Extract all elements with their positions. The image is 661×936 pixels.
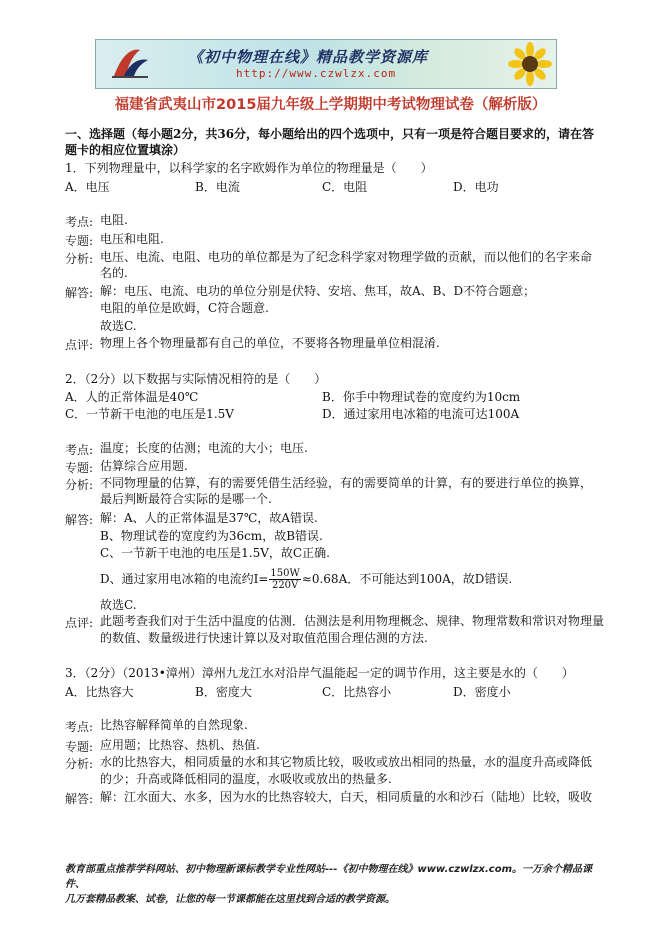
q2-stem: 2．（2分）以下数据与实际情况相符的是（ ）	[65, 372, 327, 386]
fraction-denominator: 220V	[271, 580, 299, 591]
q2-dianping-line2: 的数值、数量级进行快速计算以及对取值范围合理估测的方法.	[100, 631, 428, 645]
q2-jieda-line3: C、一节新干电池的电压是1.5V，故C正确.	[100, 546, 330, 560]
banner-url[interactable]: http://www.czwlzx.com	[236, 67, 397, 80]
q3-jieda-line1: 解：江水面大、水多，因为水的比热容较大，白天，相同质量的水和沙石（陆地）比较，吸收	[100, 790, 593, 804]
q2-dianping-label: 点评:	[65, 616, 94, 630]
q2-kaodian: 温度；长度的估测；电流的大小；电压.	[100, 441, 308, 455]
q3-option-d: D．密度小	[453, 685, 511, 699]
q2-option-c: C．一节新干电池的电压是1.5V	[65, 407, 234, 421]
q3-stem: 3．（2分）（2013•漳州）漳州九龙江水对沿岸气温能起一定的调节作用，这主要是水的（ ）	[65, 666, 574, 680]
q3-zhuanti: 应用题；比热容、热机、热值.	[100, 738, 260, 752]
q1-fenxi-line1: 电压、电流、电阻、电功的单位都是为了纪念科学家对物理学做的贡献，而以他们的名字来命	[100, 250, 593, 264]
q2-dianping-line1: 此题考查我们对于生活中温度的估测．估测法是利用物理概念、规律、物理常数和常识对物理量	[100, 614, 605, 628]
q2-option-a: A．人的正常体温是40℃	[65, 390, 199, 404]
q2-jieda-line4-pre: D、通过家用电冰箱的电流约I=	[100, 572, 269, 586]
q1-option-c: C．电阻	[322, 180, 368, 194]
q3-fenxi-label: 分析:	[65, 757, 94, 771]
q1-fenxi-line2: 名的.	[100, 266, 128, 280]
q3-option-b: B．密度大	[195, 685, 252, 699]
q2-option-d: D．通过家用电冰箱的电流可达100A	[322, 407, 520, 421]
q1-jieda-line3: 故选C.	[100, 319, 137, 333]
fraction-numerator: 150W	[270, 568, 300, 579]
q2-option-b: B．你手中物理试卷的宽度约为10cm	[322, 390, 521, 404]
q1-option-a: A．电压	[65, 180, 110, 194]
sunflower-icon	[508, 42, 552, 86]
q3-option-c: C．比热容小	[322, 685, 392, 699]
q2-jieda-line5: 故选C.	[100, 598, 137, 612]
q1-fenxi-label: 分析:	[65, 252, 94, 266]
q2-jieda-label: 解答:	[65, 513, 94, 527]
q3-jieda-label: 解答:	[65, 792, 94, 806]
q1-option-b: B．电流	[195, 180, 240, 194]
q1-jieda-line1: 解：电压、电流、电功的单位分别是伏特、安培、焦耳，故A、B、D不符合题意；	[100, 284, 536, 298]
q3-kaodian-label: 考点:	[65, 720, 94, 734]
q2-jieda-line2: B、物理试卷的宽度约为36cm，故B错误.	[100, 529, 323, 543]
q2-jieda-line1: 解：A、人的正常体温是37℃，故A错误.	[100, 511, 318, 525]
q1-jieda-line2: 电阻的单位是欧姆，C符合题意.	[100, 301, 269, 315]
q2-zhuanti-label: 专题:	[65, 461, 94, 475]
q2-fenxi-label: 分析:	[65, 478, 94, 492]
q1-jieda-label: 解答:	[65, 286, 94, 300]
q2-jieda-line4-post: ≈0.68A．不可能达到100A，故D错误.	[301, 572, 513, 586]
q3-kaodian: 比热容解释简单的自然现象.	[100, 718, 248, 732]
q2-jieda-line4	[100, 567, 512, 591]
q1-option-d: D．电功	[453, 180, 499, 194]
site-logo-icon	[110, 46, 150, 80]
q2-fenxi-line2: 最后判断最符合实际的是哪一个.	[100, 492, 272, 506]
section-instruction-line1: 一、选择题（每小题2分，共36分，每小题给出的四个选项中，只有一项是符合题目要求的，请在答	[65, 127, 595, 141]
q3-fenxi-line2: 的少；升高或降低相同的温度，水吸收或放出的热量多.	[100, 772, 392, 786]
q1-dianping-label: 点评:	[65, 338, 94, 352]
fraction	[269, 568, 300, 591]
section-instruction-line2: 题卡的相应位置填涂）	[65, 143, 186, 157]
q3-zhuanti-label: 专题:	[65, 740, 94, 754]
q1-zhuanti: 电压和电阻.	[100, 232, 164, 246]
q1-stem: 1．下列物理量中，以科学家的名字欧姆作为单位的物理量是（ ）	[65, 161, 433, 175]
q3-option-a: A．比热容大	[65, 685, 134, 699]
footer-line2: 几万套精品教案、试卷，让您的每一节课都能在这里找到合适的教学资源。	[65, 894, 395, 905]
q3-fenxi-line1: 水的比热容大，相同质量的水和其它物质比较，吸收或放出相同的热量，水的温度升高或降低	[100, 755, 593, 769]
q1-dianping: 物理上各个物理量都有自己的单位，不要将各物理量单位相混淆.	[100, 336, 440, 350]
page-footer	[65, 862, 605, 907]
footer-line1: 教育部重点推荐学科网站、初中物理新课标教学专业性网站---《初中物理在线》www.czwlzx.com。一万余个精品课件、	[65, 864, 593, 890]
q1-kaodian-label: 考点:	[65, 215, 94, 229]
q1-zhuanti-label: 专题:	[65, 234, 94, 248]
q1-kaodian: 电阻.	[100, 213, 128, 227]
q2-zhuanti: 估算综合应用题.	[100, 459, 188, 473]
q2-fenxi-line1: 不同物理量的估算，有的需要凭借生活经验，有的需要简单的计算，有的要进行单位的换算，	[100, 476, 593, 490]
document-title: 福建省武夷山市2015届九年级上学期期中考试物理试卷（解析版）	[114, 97, 547, 113]
q2-kaodian-label: 考点:	[65, 443, 94, 457]
banner-title: 《初中物理在线》精品教学资源库	[188, 48, 429, 66]
header-banner	[95, 39, 557, 89]
